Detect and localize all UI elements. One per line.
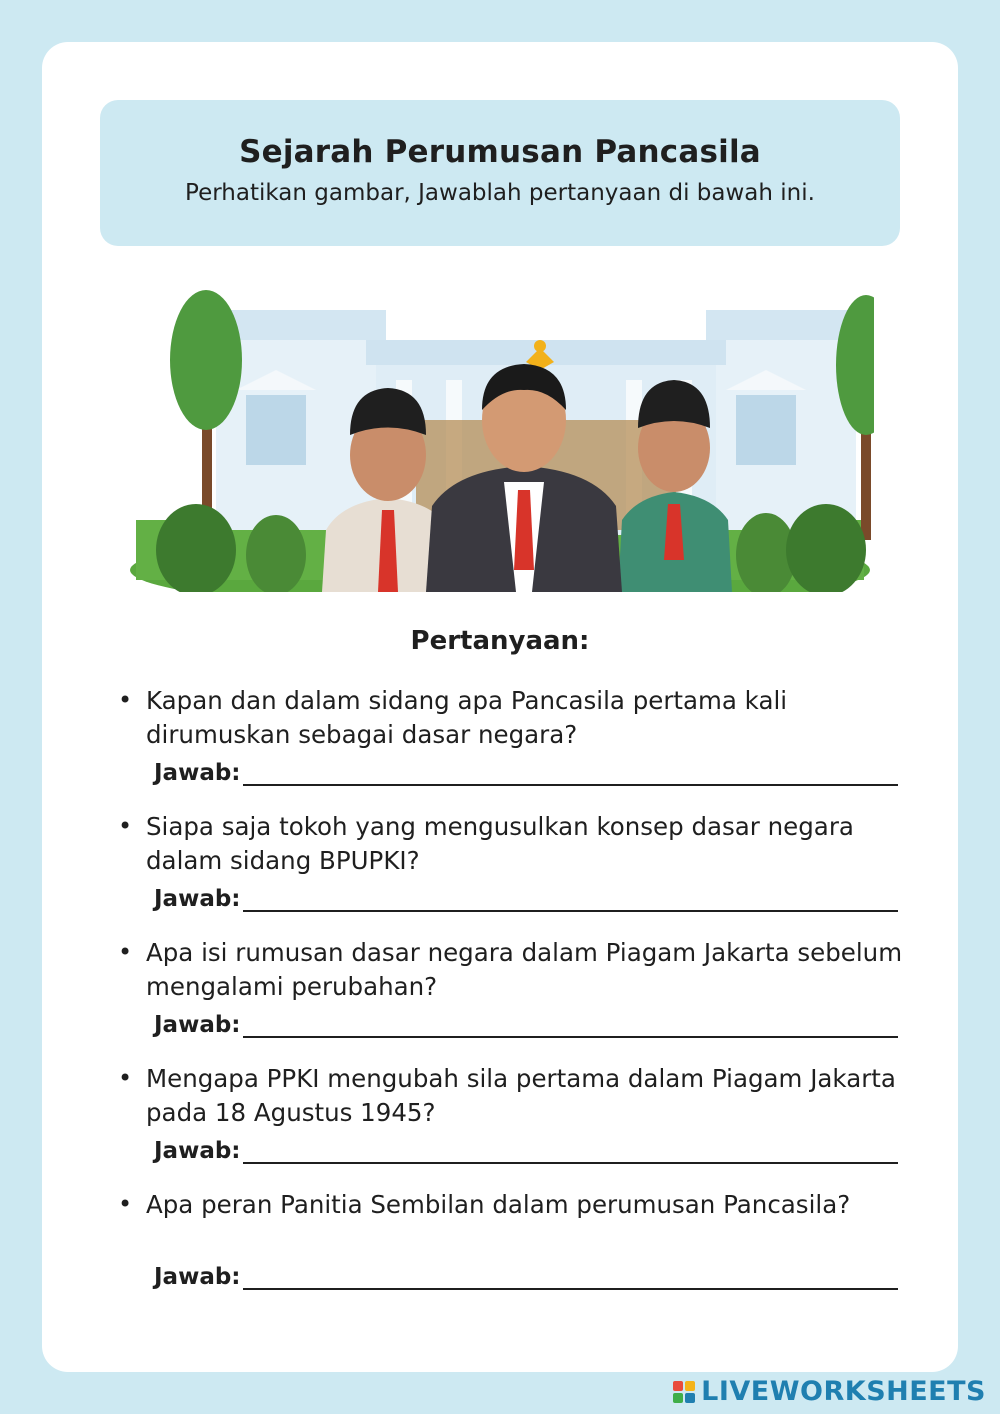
answer-input-line[interactable] — [243, 756, 898, 786]
liveworksheets-brand[interactable] — [673, 1376, 986, 1407]
answer-input-line[interactable] — [243, 882, 898, 912]
bullet-icon: • — [118, 686, 133, 714]
answer-label: Jawab: — [154, 1138, 241, 1164]
answer-input-line[interactable] — [243, 1008, 898, 1038]
questions-list — [114, 684, 904, 1314]
brand-name: LIVEWORKSHEETS — [701, 1376, 986, 1407]
bullet-icon: • — [118, 812, 133, 840]
header-banner — [100, 100, 900, 246]
worksheet-card — [42, 42, 958, 1372]
answer-field[interactable] — [154, 1134, 898, 1166]
bullet-icon: • — [118, 938, 133, 966]
answer-input-line[interactable] — [243, 1260, 898, 1290]
question-text: Apa isi rumusan dasar negara dalam Piagam Jakarta sebelum mengalami perubahan? — [146, 938, 903, 1001]
answer-field[interactable] — [154, 756, 898, 788]
answer-field[interactable] — [154, 1008, 898, 1040]
question-item — [114, 684, 904, 810]
answer-field[interactable] — [154, 1260, 898, 1292]
question-text: Siapa saja tokoh yang mengusulkan konsep dasar negara dalam sidang BPUPKI? — [146, 812, 854, 875]
page-subtitle: Perhatikan gambar, Jawablah pertanyaan di bawah ini. — [185, 180, 815, 206]
question-text: Mengapa PPKI mengubah sila pertama dalam Piagam Jakarta pada 18 Agustus 1945? — [146, 1064, 896, 1127]
answer-label: Jawab: — [154, 1264, 241, 1290]
answer-label: Jawab: — [154, 1012, 241, 1038]
bullet-icon: • — [118, 1064, 133, 1092]
answer-field[interactable] — [154, 882, 898, 914]
answer-label: Jawab: — [154, 760, 241, 786]
answer-input-line[interactable] — [243, 1134, 898, 1164]
page-title: Sejarah Perumusan Pancasila — [239, 134, 761, 170]
liveworksheets-logo-icon — [673, 1381, 695, 1403]
questions-heading: Pertanyaan: — [410, 626, 590, 656]
question-text: Kapan dan dalam sidang apa Pancasila pertama kali dirumuskan sebagai dasar negara? — [146, 686, 788, 749]
bullet-icon: • — [118, 1190, 133, 1218]
question-text: Apa peran Panitia Sembilan dalam perumusan Pancasila? — [146, 1190, 851, 1219]
question-item — [114, 1188, 904, 1314]
building-with-three-figures-illustration — [126, 270, 874, 592]
answer-label: Jawab: — [154, 886, 241, 912]
question-item — [114, 1062, 904, 1188]
question-item — [114, 810, 904, 936]
question-item — [114, 936, 904, 1062]
